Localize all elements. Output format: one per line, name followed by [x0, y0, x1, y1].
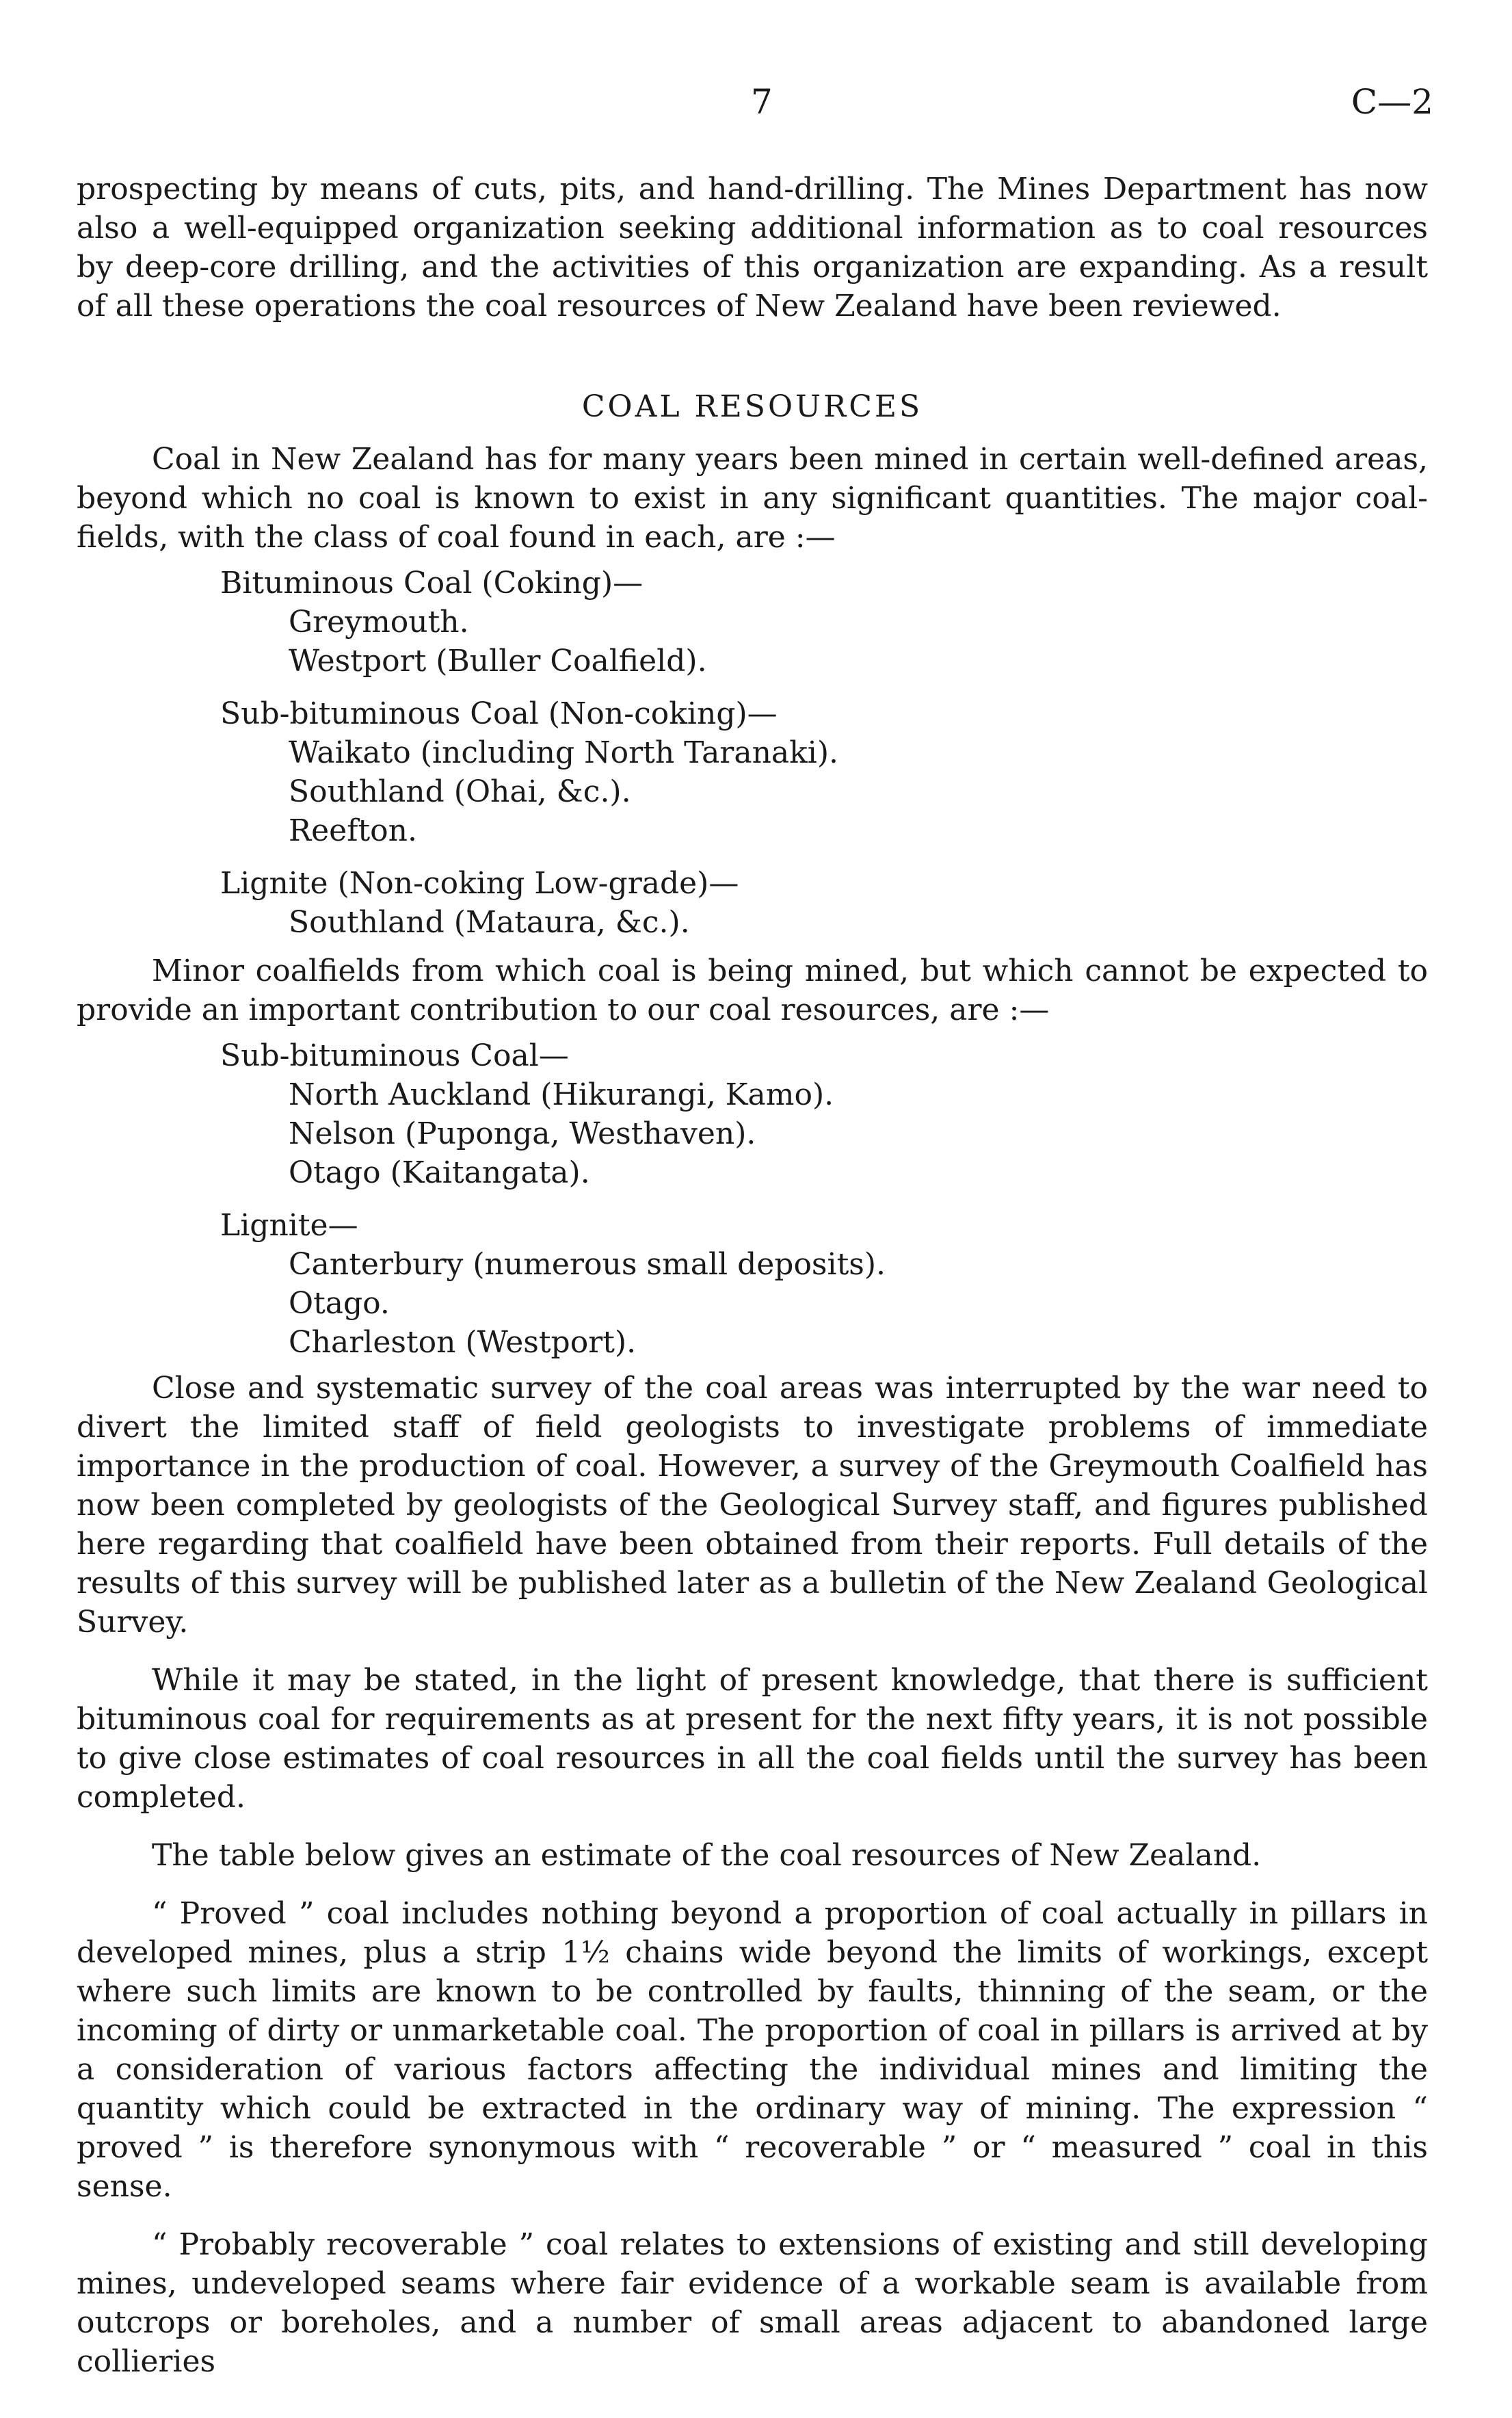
proved-coal-paragraph: “ Proved ” coal includes nothing beyond a proportion of coal actually in pillars in developed mines, plus a strip 1½ chains wide beyond the limits of workings, except where such limits are known to be controlled by faults, thinning of the seam, or the incoming of dirty or unmarketable coal. The proportion of coal in pillars is arrived at by a consideration of various factors affecting the individual mines and limiting the quantity which could be extracted in the ordinary way of mining. The expression “ proved ” is therefore synonymous with “ recoverable ” or “ measured ” coal in this sense.: [77, 1896, 1428, 2204]
section-heading: COAL RESOURCES: [581, 389, 923, 424]
coalfield-item: Southland (Ohai, &c.).: [289, 774, 631, 809]
coalfield-item: Canterbury (numerous small deposits).: [289, 1247, 886, 1282]
coal-category: [220, 564, 1428, 681]
coal-category: [220, 694, 1428, 850]
coalfield-item: Southland (Mataura, &c.).: [289, 905, 690, 940]
coalfield-item: Reefton.: [289, 813, 417, 848]
coalfield-item: Waikato (including North Taranaki).: [289, 735, 839, 770]
probably-recoverable-paragraph: “ Probably recoverable ” coal relates to extensions of existing and still developing mines, undeveloped seams where fair evidence of a workable seam is available from outcrops or boreholes, and a number of small areas adjacent to abandoned large collieries: [77, 2227, 1428, 2379]
coalfield-item: Nelson (Puponga, Westhaven).: [289, 1116, 756, 1151]
coalfield-item: Otago.: [289, 1286, 390, 1321]
coalfield-item: Otago (Kaitangata).: [289, 1155, 590, 1190]
coal-category: [220, 1036, 1428, 1192]
category-label: Lignite—: [220, 1208, 358, 1243]
survey-paragraph: Close and systematic survey of the coal areas was interrupted by the war need to divert the limited staff of field geologists to investigate problems of immediate importance in the production of coal. However, a survey of the Greymouth Coalfield has now been completed by geologists of the Geological Survey staff, and figures published here regarding that coalfield have been obtained from their reports. Full details of the results of this survey will be published later as a bulletin of the New Zealand Geological Survey.: [77, 1371, 1428, 1640]
table-intro-paragraph: The table below gives an estimate of the coal resources of New Zealand.: [152, 1838, 1262, 1873]
category-label: Lignite (Non-coking Low-grade)—: [220, 866, 739, 901]
major-coalfields-intro: Coal in New Zealand has for many years been mined in certain well-defined areas, beyond which no coal is known to exist in any significant quantities. The major coal-fields, with the class of coal found in each, are :—: [77, 442, 1428, 555]
intro-paragraph: prospecting by means of cuts, pits, and hand-drilling. The Mines Department has now also a well-equipped organization seeking additional information as to coal resources by deep-core drilling, and the activities of this organization are expanding. As a result of all these operations the coal resources of New Zealand have been reviewed.: [77, 172, 1428, 324]
document-body: [77, 170, 1428, 2381]
estimate-paragraph: While it may be stated, in the light of present knowledge, that there is sufficient bituminous coal for requirements as at present for the next fifty years, it is not possible to give close estimates of coal resources in all the coal fields until the survey has been completed.: [77, 1663, 1428, 1815]
coalfield-item: Charleston (Westport).: [289, 1325, 637, 1360]
coal-category: [220, 864, 1428, 942]
minor-coalfields-intro: Minor coalfields from which coal is being mined, but which cannot be expected to provide an important contribution to our coal resources, are :—: [77, 954, 1428, 1027]
coal-category: [220, 1206, 1428, 1362]
document-code: C—2: [1351, 82, 1433, 122]
page-number: 7: [751, 82, 773, 122]
coalfield-item: Greymouth.: [289, 605, 469, 640]
category-label: Bituminous Coal (Coking)—: [220, 566, 644, 601]
category-label: Sub-bituminous Coal (Non-coking)—: [220, 696, 778, 731]
coalfield-item: North Auckland (Hikurangi, Kamo).: [289, 1077, 834, 1112]
category-label: Sub-bituminous Coal—: [220, 1038, 569, 1073]
coalfield-item: Westport (Buller Coalfield).: [289, 644, 707, 679]
